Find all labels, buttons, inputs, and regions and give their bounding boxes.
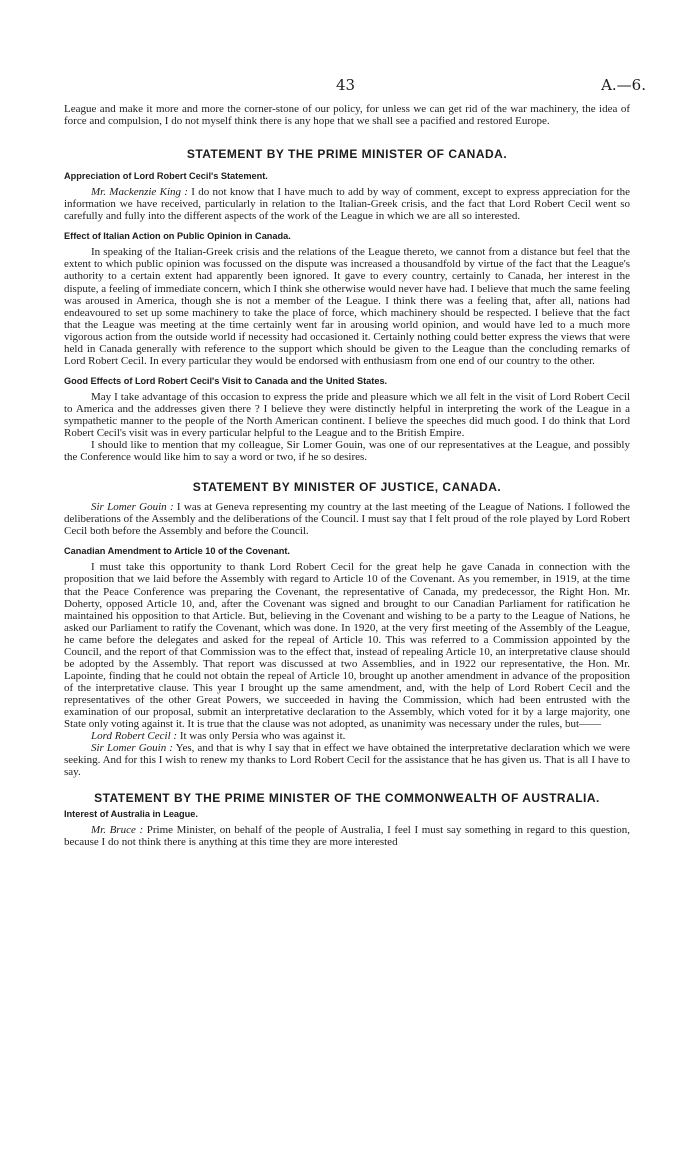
subheading-good-effects: Good Effects of Lord Robert Cecil's Visit to Canada and the United States. [64, 375, 388, 386]
section-title-australia-pm: STATEMENT BY THE PRIME MINISTER OF THE COMMONWEALTH OF AUSTRALIA. [94, 791, 600, 806]
speaker-name: Lord Robert Cecil : [91, 730, 178, 743]
page-number: 43 [336, 76, 356, 94]
paragraph-cecil-visit: May I take advantage of this occasion to express the pride and pleasure which we all felt in the visit of Lord Robert Cecil to America and the addresses given there ? I believe they were distinctly helpful in interpreting the work of the League in a sympathetic manner to the people of the North American continent. I believe the speeches did much good. I do think that Lord Robert Cecil's visit was in every particular helpful to the League and to the British Empire. [64, 390, 630, 440]
page-body [64, 103, 630, 848]
page-header [0, 76, 700, 98]
subheading-italian-action: Effect of Italian Action on Public Opinion in Canada. [64, 231, 291, 242]
paragraph-lomer-gouin-mention: I should like to mention that my colleague, Sir Lomer Gouin, was one of our representatives at the League, and possibly the Conference would like him to say a word or two, if he so desires. [64, 439, 630, 464]
speaker-name: Mr. Mackenzie King : [91, 186, 188, 199]
section-title-justice: STATEMENT BY MINISTER OF JUSTICE, CANADA. [192, 480, 502, 495]
subheading-article-10: Canadian Amendment to Article 10 of the Covenant. [64, 546, 290, 557]
paragraph-gouin-thanks: Sir Lomer Gouin : Yes, and that is why I say that in effect we have obtained the interpretative declaration which we were seeking. And for this I wish to renew my thanks to Lord Robert Cecil for the assistance that he has given us. That is all I have to say. [64, 742, 630, 779]
paragraph-article-10: I must take this opportunity to thank Lord Robert Cecil for the great help he gave Canada in connection with the proposition that we laid before the Assembly with regard to Article 10 of the Covenant. As you remember, in 1919, at the time that the Peace Conference was preparing the Covenant, the representative of Canada, my predecessor, the Right Hon. Mr. Doherty, opposed Article 10, and, after the Covenant was signed and brought to our Canadian Parliament for ratification he maintained his opposition to that Article. But, believing in the Covenant and wishing to be a party to the League of Nations, he asked our Parliament to ratify the Covenant, which was done. In 1920, at the very first meeting of the Assembly of the League, he came before the delegates and asked for the repeal of Article 10. This was referred to a Commission appointed by the Council, and the report of that Commission was to the effect that, instead of repealing Article 10, an interpretative clause should be adopted by the Assembly. That report was discussed at two Assemblies, and in 1922 our representative, the Hon. Mr. Lapointe, finding that he could not obtain the repeal of Article 10, brought up another amendment in advance of the proposition of the interpretative clause. This year I brought up the same amendment, and, with the help of Lord Robert Cecil and the representatives of the other Great Powers, we succeeded in having the Commission, which had been entrusted with the examination of our proposal, submit an interpretative declaration to the Assembly, which voted for it by a large majority, one State only voting against it. It is true that the clause was not adopted, as unanimity was necessary under the rules, but—— [64, 561, 630, 731]
paragraph-mackenzie-king: Mr. Mackenzie King : I do not know that I have much to add by way of comment, except to express appreciation for the information we have received, particularly in relation to the Italian-Greek crisis, and the fact that Lord Robert Cecil went so carefully and fully into the different aspects of the work of the League in which we are all so interested. [64, 186, 630, 223]
speaker-name: Sir Lomer Gouin : [91, 501, 174, 514]
intro-paragraph: League and make it more and more the corner-stone of our policy, for unless we can get rid of the war machinery, the idea of force and compulsion, I do not myself think there is any hope that we shall see a pacified and restored Europe. [64, 103, 630, 128]
paragraph-bruce: Mr. Bruce : Prime Minister, on behalf of the people of Australia, I feel I must say something in regard to this question, because I do not think there is anything at this time they are more interested [64, 824, 630, 849]
document-reference: A.—6. [601, 76, 646, 94]
paragraph-cecil-persia: Lord Robert Cecil : It was only Persia who was against it. [91, 730, 346, 743]
subheading-australia-interest: Interest of Australia in League. [64, 809, 198, 820]
speaker-name: Mr. Bruce : [91, 824, 144, 837]
subheading-appreciation: Appreciation of Lord Robert Cecil's Statement. [64, 171, 268, 182]
speaker-name: Sir Lomer Gouin : [91, 742, 173, 755]
paragraph-italian-greek: In speaking of the Italian-Greek crisis and the relations of the League thereto, we cannot from a distance but feel that the extent to which public opinion was focussed on the dispute was increased a thousandfold by virtue of the fact that the League's authority to a certain extent had apparently been ignored. It gave to every country, certainly to Canada, her interest in the dispute, a feeling of immediate concern, which I think she otherwise would never have had. I believe that much the same feeling was aroused in America, though she is not a member of the League. I think there was a feeling that, after all, nations had endeavoured to set up some machinery to take the place of force, which machinery should be respected. I believe that the fact that the League was meeting at the time certainly went far in arousing world opinion, and would have led to a much more vigorous action from the outside world if necessity had occasioned it. Certainly nothing could better express the views that were held in Canada generally with reference to the support which should be given to the League than the concluding remarks of Lord Robert Cecil. In every particular they would be endorsed with enthusiasm from one end of our country to the other. [64, 246, 630, 367]
section-title-canada-pm: STATEMENT BY THE PRIME MINISTER OF CANADA. [186, 147, 508, 162]
paragraph-gouin-geneva: Sir Lomer Gouin : I was at Geneva representing my country at the last meeting of the League of Nations. I followed the deliberations of the Assembly and the deliberations of the Council. I must say that I felt proud of the role played by Lord Robert Cecil both before the Assembly and before the Council. [64, 501, 630, 538]
